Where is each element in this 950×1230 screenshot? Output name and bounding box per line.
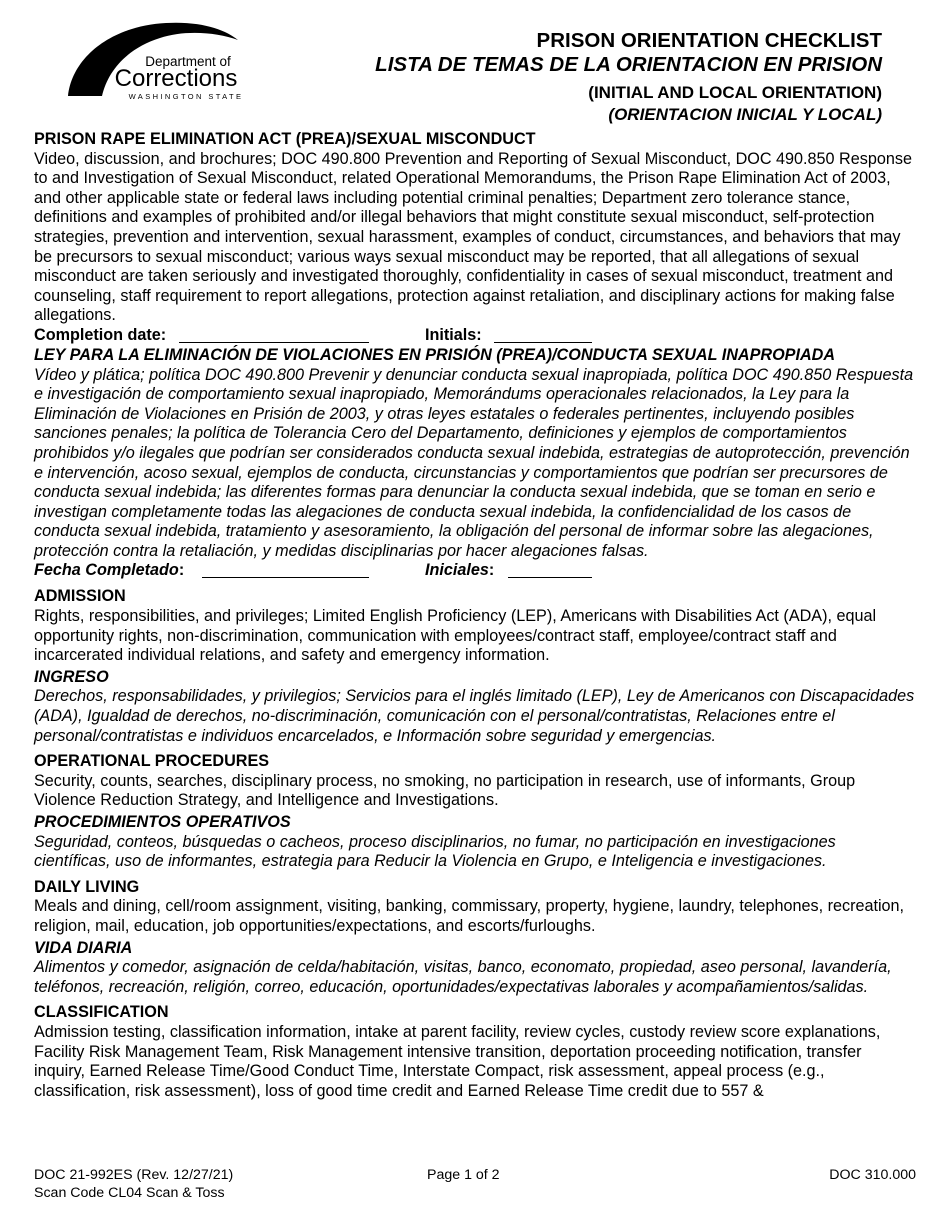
policy-number: DOC 310.000	[829, 1167, 916, 1183]
admission-heading: ADMISSION	[34, 587, 126, 606]
daily-living-body: Meals and dining, cell/room assignment, visiting, banking, commissary, property, hygiene, laundry, telephones, recreation, religion, mail, education, job opportunities/expectations, and escorts/furloughs.	[34, 897, 905, 935]
page-subtitle-spanish: (ORIENTACION INICIAL Y LOCAL)	[608, 105, 882, 124]
prea-body: Video, discussion, and brochures; DOC 490.800 Prevention and Reporting of Sexual Misconduct, DOC 490.850 Response to and Investigation of Sexual Misconduct, related Operational Memorandums, the Prison Rape Elimination Act of 2003, and other applicable state or federal laws including potential criminal penalties; Department zero tolerance stance, definitions and examples of prohibited and/or illegal behaviors that might constitute sexual misconduct, self-protection strategies, prevention and intervention, sexual harassment, examples of conduct, circumstances, and behaviors that may be precursors to sexual misconduct; various ways sexual misconduct may be reported, that all allegations of sexual misconduct are taken seriously and investigated thoroughly, confidentiality in cases of sexual misconduct, treatment and counseling, staff requirement to report allegations, protection against retaliation, and disciplinary actions for making false allegations.	[34, 149, 912, 325]
page-title-spanish: LISTA DE TEMAS DE LA ORIENTACION EN PRISION	[375, 53, 882, 76]
page-title: PRISON ORIENTATION CHECKLIST	[536, 29, 882, 52]
iniciales-text: Iniciales	[425, 561, 489, 580]
form-number: DOC 21-992ES (Rev. 12/27/21)	[34, 1167, 234, 1183]
admission-body: Rights, responsibilities, and privileges; Limited English Proficiency (LEP), Americans with Disabilities Act (ADA), equal opportunity rights, non-discrimination, communication with employees/contract staff, employee/contract staff and incarcerated individual relations, and safety and emergency information.	[34, 607, 877, 665]
completion-date-field[interactable]	[179, 342, 369, 343]
initials-label: Initials:	[425, 325, 482, 344]
page-subtitle: (INITIAL AND LOCAL ORIENTATION)	[588, 83, 882, 102]
fecha-completado-field[interactable]	[202, 577, 369, 578]
prea-body-spanish: Vídeo y plática; política DOC 490.800 Prevenir y denunciar conducta sexual inapropiada, política DOC 490.850 Respuesta e investigación de comportamiento sexual inapropiado, Memorándums operacionales relacionados, la Ley para la Eliminación de Violaciones en Prisión de 2003, y otras leyes estatales o federales pertinentes, incluyendo posibles sanciones penales; la política de Tolerancia Cero del Departamento, definiciones y ejemplos de comportamientos prohibidos y/o ilegales que podrían ser considerados conducta sexual indebida, estrategias de autoprotección, prevención e intervención, acoso sexual, ejemplos de conducta, circunstancias y comportamientos que podrían ser precursores de conducta sexual indebida; las diferentes formas para denunciar la conducta sexual indebida, que se toman en serio e investigan completamente todas las alegaciones de conducta sexual indebida, la confidencialidad de los casos de conducta sexual indebida, tratamiento y asesoramiento, la obligación del personal de informar sobre las alegaciones, protección contra la retaliación, y medidas disciplinarias por hacer alegaciones falsas.	[34, 365, 914, 560]
classification-body: Admission testing, classification information, intake at parent facility, review cycles, custody review score explanations, Facility Risk Management Team, Risk Management intensive transition, deportation proceeding notification, transfer inquiry, Earned Release Time/Good Conduct Time, Interstate Compact, risk assessment, appeal process (e.g., classification, risk assessment), loss of good time credit and Earned Release Time credit due to 557 &	[34, 1022, 881, 1100]
procedimientos-heading: PROCEDIMIENTOS OPERATIVOS	[34, 813, 291, 831]
iniciales-label	[425, 561, 494, 581]
operational-heading: OPERATIONAL PROCEDURES	[34, 752, 270, 771]
scan-code: Scan Code CL04 Scan & Toss	[34, 1185, 225, 1201]
initials-field[interactable]	[494, 342, 592, 343]
procedimientos-body: Seguridad, conteos, búsquedas o cacheos, proceso disciplinarios, no fumar, no participación en investigaciones científicas, uso de informantes, estrategia para Reducir la Violencia en Grupo, e Inteligencia e investigaciones.	[34, 832, 836, 871]
operational-body: Security, counts, searches, disciplinary process, no smoking, no participation in research, use of informants, Group Violence Reduction Strategy, and Intelligence and Investigations.	[34, 771, 856, 810]
prea-heading: PRISON RAPE ELIMINATION ACT (PREA)/SEXUAL MISCONDUCT	[34, 130, 536, 148]
prea-signoff-row-spanish	[34, 561, 916, 581]
fecha-completado-label	[34, 561, 184, 581]
vida-diaria-heading: VIDA DIARIA	[34, 938, 133, 957]
daily-living-heading: DAILY LIVING	[34, 877, 140, 896]
ingreso-body: Derechos, responsabilidades, y privilegios; Servicios para el inglés limitado (LEP), Ley de Americanos con Discapacidades (ADA), Igualdad de derechos, no-discriminación, comunicación con el personal/contratistas, Relaciones entre el personal/contratistas e individuos encarcelados, e Información sobre seguridad y emergencias.	[34, 687, 915, 745]
iniciales-colon: :	[488, 561, 495, 580]
iniciales-field[interactable]	[508, 577, 592, 578]
fecha-completado-text: Fecha Completado	[34, 561, 179, 580]
completion-date-label: Completion date:	[34, 325, 167, 344]
logo-line3: WASHINGTON STATE	[128, 92, 244, 101]
logo-line2: Corrections	[114, 65, 238, 92]
prea-signoff-row	[34, 326, 916, 346]
page-number: Page 1 of 2	[427, 1167, 500, 1183]
title-block	[375, 29, 882, 126]
checklist-content	[34, 130, 916, 1101]
fecha-completado-colon: :	[178, 561, 185, 580]
logo-line1: Department of	[145, 54, 231, 69]
page-header	[34, 0, 916, 130]
classification-heading: CLASSIFICATION	[34, 1003, 169, 1022]
prea-heading-spanish: LEY PARA LA ELIMINACIÓN DE VIOLACIONES EN PRISIÓN (PREA)/CONDUCTA SEXUAL INAPROPIADA	[34, 345, 836, 364]
ingreso-heading: INGRESO	[34, 667, 109, 686]
corrections-logo	[66, 20, 262, 102]
vida-diaria-body: Alimentos y comedor, asignación de celda/habitación, visitas, banco, economato, propiedad, aseo personal, lavandería, teléfonos, recreación, religión, correo, educación, oportunidades/expectativas laborales y acompañamientos/salidas.	[34, 958, 892, 996]
